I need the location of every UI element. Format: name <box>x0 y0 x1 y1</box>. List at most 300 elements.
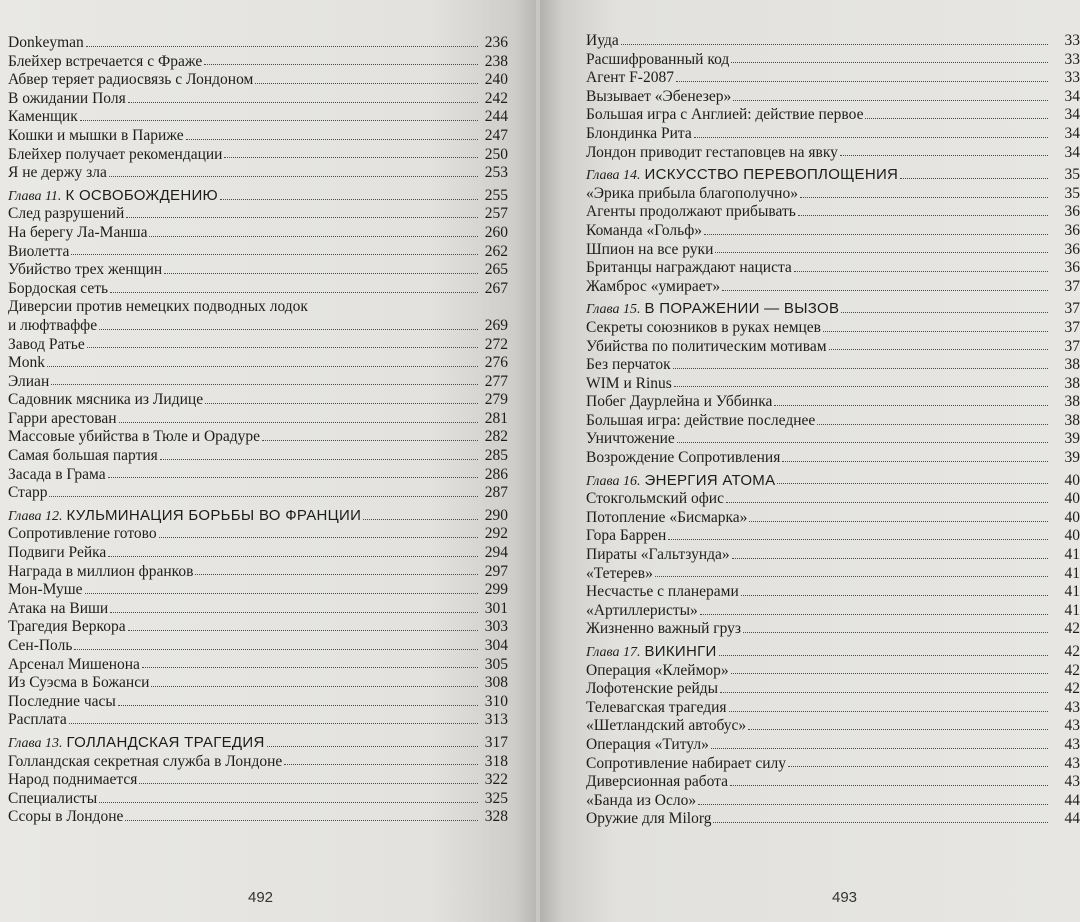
toc-entry <box>586 509 1080 528</box>
toc-chapter-heading <box>586 643 1080 662</box>
dot-leader <box>262 440 478 441</box>
entry-page-number: 41 <box>1064 546 1080 564</box>
dot-leader <box>128 630 478 631</box>
dot-leader <box>621 44 1048 45</box>
dot-leader <box>108 477 478 478</box>
entry-page-number: 33 <box>1064 50 1080 68</box>
toc-chapter-heading <box>586 472 1080 491</box>
dot-leader <box>743 632 1048 633</box>
entry-page-number: 247 <box>484 126 508 144</box>
entry-page-number: 39 <box>1064 449 1080 467</box>
toc-entry <box>586 792 1080 811</box>
entry-page-number: 250 <box>484 145 508 163</box>
dot-leader <box>704 234 1048 235</box>
toc-entry <box>586 356 1080 375</box>
dot-leader <box>865 118 1048 119</box>
entry-page-number: 310 <box>484 692 508 710</box>
entry-title: Гора Баррен <box>586 527 667 545</box>
toc-entry <box>586 449 1080 468</box>
toc-entry <box>586 106 1080 125</box>
dot-leader <box>715 252 1048 253</box>
dot-leader <box>698 804 1048 805</box>
toc-entry <box>586 565 1080 584</box>
entry-title: Расплата <box>8 711 67 729</box>
entry-title: Побег Даурлейна и Уббинка <box>586 393 773 411</box>
entry-title: Диверсионная работа <box>586 773 729 791</box>
dot-leader <box>119 422 478 423</box>
entry-page-number: 36 <box>1064 259 1080 277</box>
dot-leader <box>126 217 478 218</box>
entry-title: Виолетта <box>8 242 70 260</box>
toc-entry <box>8 466 508 485</box>
entry-title: ИСКУССТВО ПЕРЕВОПЛОЩЕНИЯ <box>644 166 899 184</box>
entry-title: Секреты союзников в руках немцев <box>586 318 822 336</box>
entry-page-number: 33 <box>1064 32 1080 49</box>
entry-title: Расшифрованный код <box>586 50 730 68</box>
toc-entry <box>8 354 508 373</box>
entry-title: «Банда из Осло» <box>586 791 697 809</box>
chapter-label: Глава 11. <box>8 188 62 204</box>
entry-page-number: 322 <box>484 771 508 789</box>
toc-entry <box>8 753 508 772</box>
entry-title: Блейхер получает рекомендации <box>8 145 223 163</box>
entry-page-number: 34 <box>1064 124 1080 142</box>
dot-leader <box>118 705 478 706</box>
entry-title: Лондон приводит гестаповцев на явку <box>586 143 838 161</box>
entry-page-number: 44 <box>1064 791 1080 809</box>
entry-title: Стокгольмский офис <box>586 490 724 508</box>
dot-leader <box>186 139 478 140</box>
toc-entry <box>586 278 1080 297</box>
toc-entry <box>586 203 1080 222</box>
entry-page-number: 257 <box>484 205 508 223</box>
page-number-right: 493 <box>832 889 858 906</box>
entry-page-number: 294 <box>484 544 508 562</box>
entry-title: Жамброс «умирает» <box>586 277 721 295</box>
dot-leader <box>74 649 478 650</box>
entry-title: КУЛЬМИНАЦИЯ БОРЬБЫ ВО ФРАНЦИИ <box>66 506 362 524</box>
entry-page-number: 37 <box>1064 318 1080 336</box>
dot-leader <box>267 746 478 747</box>
entry-title: Я не держу зла <box>8 164 107 182</box>
entry-title: Засада в Грама <box>8 465 106 483</box>
toc-entry <box>8 243 508 262</box>
entry-title: Без перчаток <box>586 356 671 374</box>
entry-title: Большая игра: действие последнее <box>586 411 816 429</box>
dot-leader <box>87 347 478 348</box>
left-page <box>0 0 536 922</box>
entry-title: WIM и Rinus <box>586 374 672 392</box>
entry-page-number: 290 <box>484 506 508 524</box>
toc-entry <box>8 410 508 429</box>
entry-title: Народ поднимается <box>8 771 138 789</box>
toc-chapter-heading <box>586 300 1080 319</box>
dot-leader <box>731 673 1048 674</box>
dot-leader <box>110 612 478 613</box>
dot-leader <box>255 83 478 84</box>
entry-title: На берегу Ла-Манша <box>8 223 148 241</box>
entry-page-number: 285 <box>484 447 508 465</box>
entry-title: Из Суэсма в Божанси <box>8 674 150 692</box>
entry-title: Диверсии против немецких подводных лодок <box>8 298 308 316</box>
dot-leader <box>151 686 478 687</box>
entry-title: В ожидании Поля <box>8 89 126 107</box>
toc-entry <box>586 375 1080 394</box>
entry-title: Оружие для Milorg <box>586 810 712 828</box>
toc-entry <box>586 602 1080 621</box>
toc-entry <box>8 336 508 355</box>
dot-leader <box>774 405 1048 406</box>
dot-leader <box>109 176 478 177</box>
dot-leader <box>730 785 1048 786</box>
entry-page-number: 240 <box>484 71 508 89</box>
entry-title: Иуда <box>586 32 619 49</box>
entry-page-number: 328 <box>484 808 508 826</box>
entry-page-number: 42 <box>1064 680 1080 698</box>
dot-leader <box>655 576 1048 577</box>
dot-leader <box>142 667 478 668</box>
toc-entry <box>8 656 508 675</box>
toc-entry <box>586 527 1080 546</box>
dot-leader <box>108 556 478 557</box>
entry-title: Абвер теряет радиосвязь с Лондоном <box>8 71 254 89</box>
toc-chapter-heading <box>8 187 508 206</box>
entry-page-number: 38 <box>1064 411 1080 429</box>
entry-title: Блондинка Рита <box>586 124 692 142</box>
toc-entry <box>586 680 1080 699</box>
toc-entry <box>586 338 1080 357</box>
toc-entry <box>8 164 508 183</box>
entry-title: «Эрика прибыла благополучно» <box>586 184 798 202</box>
toc-entry <box>586 699 1080 718</box>
entry-title: Мон-Муше <box>8 581 83 599</box>
entry-title: Агенты продолжают прибывать <box>586 203 796 221</box>
entry-page-number: 42 <box>1064 661 1080 679</box>
dot-leader <box>713 822 1048 823</box>
dot-leader <box>731 62 1048 63</box>
entry-title: Ссоры в Лондоне <box>8 808 124 826</box>
entry-page-number: 305 <box>484 655 508 673</box>
dot-leader <box>729 711 1048 712</box>
dot-leader <box>71 254 478 255</box>
dot-leader <box>99 802 478 803</box>
entry-title: Садовник мясника из Лидице <box>8 391 204 409</box>
toc-entry <box>8 53 508 72</box>
entry-title: Телевагская трагедия <box>586 698 727 716</box>
entry-page-number: 41 <box>1064 583 1080 601</box>
entry-title: Убийства по политическим мотивам <box>586 337 827 355</box>
entry-title: Бордоская сеть <box>8 279 109 297</box>
entry-page-number: 42 <box>1064 620 1080 638</box>
dot-leader <box>777 483 1048 484</box>
dot-leader <box>700 614 1048 615</box>
entry-page-number: 297 <box>484 562 508 580</box>
entry-page-number: 41 <box>1064 601 1080 619</box>
entry-title: Самая большая партия <box>8 447 158 465</box>
toc-entry <box>586 241 1080 260</box>
entry-page-number: 34 <box>1064 87 1080 105</box>
toc-entry <box>586 69 1080 88</box>
dot-leader <box>160 459 478 460</box>
entry-page-number: 38 <box>1064 374 1080 392</box>
toc-entry <box>8 391 508 410</box>
entry-page-number: 282 <box>484 428 508 446</box>
entry-page-number: 281 <box>484 409 508 427</box>
entry-title: Жизненно важный груз <box>586 620 742 638</box>
entry-page-number: 301 <box>484 599 508 617</box>
toc-entry <box>8 317 508 336</box>
entry-title: Завод Ратье <box>8 335 85 353</box>
entry-title: Старр <box>8 484 48 502</box>
entry-page-number: 41 <box>1064 564 1080 582</box>
toc-entry <box>8 108 508 127</box>
entry-page-number: 236 <box>484 34 508 51</box>
entry-page-number: 308 <box>484 674 508 692</box>
entry-page-number: 40 <box>1064 471 1080 489</box>
page-number-left: 492 <box>248 889 274 906</box>
dot-leader <box>823 331 1048 332</box>
toc-entry <box>8 618 508 637</box>
dot-leader <box>676 81 1048 82</box>
entry-page-number: 277 <box>484 372 508 390</box>
entry-title: Несчастье с планерами <box>586 583 739 601</box>
toc-entry <box>8 600 508 619</box>
entry-page-number: 238 <box>484 52 508 70</box>
entry-title: ВИКИНГИ <box>644 643 717 660</box>
entry-title: «Тетерев» <box>586 564 653 582</box>
entry-title: В ПОРАЖЕНИИ — ВЫЗОВ <box>644 300 840 318</box>
entry-page-number: 313 <box>484 711 508 729</box>
toc-list-right <box>586 32 1080 829</box>
entry-page-number: 318 <box>484 752 508 770</box>
toc-entry <box>586 222 1080 241</box>
dot-leader <box>47 366 478 367</box>
toc-entry <box>8 280 508 299</box>
entry-page-number: 37 <box>1064 337 1080 355</box>
entry-page-number: 267 <box>484 279 508 297</box>
entry-title: Сопротивление готово <box>8 525 157 543</box>
dot-leader <box>798 215 1048 216</box>
entry-page-number: 292 <box>484 525 508 543</box>
dot-leader <box>722 290 1048 291</box>
dot-leader <box>782 461 1048 462</box>
entry-page-number: 39 <box>1064 430 1080 448</box>
dot-leader <box>673 368 1048 369</box>
entry-page-number: 33 <box>1064 69 1080 87</box>
toc-entry <box>8 581 508 600</box>
entry-title: Специалисты <box>8 789 98 807</box>
toc-entry <box>8 90 508 109</box>
entry-page-number: 40 <box>1064 508 1080 526</box>
dot-leader <box>749 521 1048 522</box>
toc-entry <box>8 71 508 90</box>
dot-leader <box>139 783 478 784</box>
chapter-label: Глава 15. <box>586 302 641 318</box>
entry-title: Блейхер встречается с Фраже <box>8 52 203 70</box>
entry-page-number: 34 <box>1064 143 1080 161</box>
entry-page-number: 40 <box>1064 527 1080 545</box>
entry-title: Убийство трех женщин <box>8 261 163 279</box>
entry-title: Команда «Гольф» <box>586 221 703 239</box>
dot-leader <box>80 120 478 121</box>
entry-title: К ОСВОБОЖДЕНИЮ <box>65 186 219 204</box>
entry-page-number: 304 <box>484 637 508 654</box>
dot-leader <box>51 384 478 385</box>
entry-page-number: 286 <box>484 465 508 483</box>
chapter-label: Глава 13. <box>8 735 63 751</box>
toc-entry <box>8 771 508 790</box>
dot-leader <box>677 442 1048 443</box>
entry-page-number: 287 <box>484 484 508 502</box>
entry-title: Monk <box>8 354 46 372</box>
entry-title: Donkeyman <box>8 34 84 51</box>
entry-title: Агент F-2087 <box>586 69 674 87</box>
entry-page-number: 303 <box>484 618 508 636</box>
toc-entry <box>8 544 508 563</box>
dot-leader <box>726 502 1048 503</box>
dot-leader <box>220 199 478 200</box>
entry-page-number: 244 <box>484 108 508 126</box>
dot-leader <box>840 155 1048 156</box>
toc-entry <box>8 674 508 693</box>
toc-entry <box>586 490 1080 509</box>
toc-entry <box>8 808 508 827</box>
dot-leader <box>748 729 1048 730</box>
dot-leader <box>794 271 1048 272</box>
entry-title: ЭНЕРГИЯ АТОМА <box>644 471 776 489</box>
dot-leader <box>149 236 478 237</box>
entry-title: Лофотенские рейды <box>586 680 719 698</box>
toc-entry <box>586 717 1080 736</box>
entry-title: Гарри арестован <box>8 409 117 427</box>
dot-leader <box>85 593 478 594</box>
entry-page-number: 35 <box>1064 184 1080 202</box>
toc-entry <box>586 736 1080 755</box>
dot-leader <box>788 766 1048 767</box>
entry-page-number: 38 <box>1064 393 1080 411</box>
chapter-label: Глава 17. <box>586 645 641 660</box>
entry-title: Подвиги Рейка <box>8 544 107 562</box>
toc-entry <box>8 127 508 146</box>
toc-entry <box>586 319 1080 338</box>
toc-chapter-heading <box>8 507 508 526</box>
entry-title: Потопление «Бисмарка» <box>586 508 748 526</box>
entry-title: Элиан <box>8 372 50 390</box>
entry-page-number: 37 <box>1064 300 1080 318</box>
entry-title: Награда в миллион франков <box>8 562 194 580</box>
entry-page-number: 37 <box>1064 277 1080 295</box>
toc-entry <box>8 525 508 544</box>
entry-title: Трагедия Веркора <box>8 618 126 636</box>
entry-page-number: 43 <box>1064 773 1080 791</box>
entry-title: Уничтожение <box>586 430 675 448</box>
toc-entry <box>586 125 1080 144</box>
dot-leader <box>69 723 478 724</box>
dot-leader <box>668 539 1048 540</box>
entry-title: Кошки и мышки в Париже <box>8 126 184 144</box>
dot-leader <box>110 292 478 293</box>
toc-entry <box>8 224 508 243</box>
entry-title: ГОЛЛАНДСКАЯ ТРАГЕДИЯ <box>66 733 265 751</box>
dot-leader <box>86 46 478 47</box>
entry-title: Сен-Поль <box>8 637 73 654</box>
entry-page-number: 265 <box>484 261 508 279</box>
entry-title: Британцы награждают нациста <box>586 259 792 277</box>
toc-entry <box>8 790 508 809</box>
toc-entry <box>586 393 1080 412</box>
entry-page-number: 36 <box>1064 203 1080 221</box>
toc-entry <box>8 298 508 317</box>
toc-entry <box>586 755 1080 774</box>
toc-entry <box>586 546 1080 565</box>
dot-leader <box>195 574 478 575</box>
dot-leader <box>128 102 478 103</box>
entry-title: Каменщик <box>8 108 78 126</box>
dot-leader <box>125 820 478 821</box>
dot-leader <box>164 273 478 274</box>
toc-entry <box>586 259 1080 278</box>
dot-leader <box>741 595 1048 596</box>
toc-entry <box>586 662 1080 681</box>
entry-title: Арсенал Мишенона <box>8 655 140 673</box>
dot-leader <box>49 496 478 497</box>
toc-entry <box>8 146 508 165</box>
dot-leader <box>363 519 478 520</box>
dot-leader <box>829 349 1048 350</box>
dot-leader <box>99 329 478 330</box>
dot-leader <box>733 100 1048 101</box>
entry-title: «Шетландский автобус» <box>586 717 747 735</box>
dot-leader <box>159 537 478 538</box>
right-page <box>540 0 1080 922</box>
toc-entry <box>8 484 508 503</box>
toc-chapter-heading <box>586 166 1080 185</box>
entry-page-number: 276 <box>484 354 508 372</box>
toc-entry <box>586 32 1080 51</box>
dot-leader <box>900 178 1048 179</box>
entry-title: Последние часы <box>8 692 116 710</box>
entry-page-number: 253 <box>484 164 508 182</box>
dot-leader <box>224 157 478 158</box>
entry-page-number: 255 <box>484 186 508 204</box>
entry-title: Пираты «Гальтзунда» <box>586 546 730 564</box>
entry-page-number: 260 <box>484 223 508 241</box>
entry-page-number: 279 <box>484 391 508 409</box>
dot-leader <box>674 386 1048 387</box>
toc-chapter-heading <box>8 734 508 753</box>
entry-page-number: 36 <box>1064 221 1080 239</box>
dot-leader <box>204 64 478 65</box>
dot-leader <box>205 403 478 404</box>
entry-title: и люфтваффе <box>8 316 98 334</box>
entry-page-number: 325 <box>484 789 508 807</box>
entry-page-number: 35 <box>1064 166 1080 184</box>
entry-page-number: 43 <box>1064 754 1080 772</box>
dot-leader <box>284 764 478 765</box>
entry-title: Возрождение Сопротивления <box>586 449 781 467</box>
toc-entry <box>586 583 1080 602</box>
toc-list-left <box>8 34 508 827</box>
chapter-label: Глава 12. <box>8 508 63 524</box>
dot-leader <box>800 197 1048 198</box>
entry-page-number: 36 <box>1064 240 1080 258</box>
toc-entry <box>8 711 508 730</box>
entry-page-number: 40 <box>1064 490 1080 508</box>
entry-page-number: 299 <box>484 581 508 599</box>
toc-entry <box>8 373 508 392</box>
entry-page-number: 269 <box>484 316 508 334</box>
entry-page-number: 43 <box>1064 717 1080 735</box>
